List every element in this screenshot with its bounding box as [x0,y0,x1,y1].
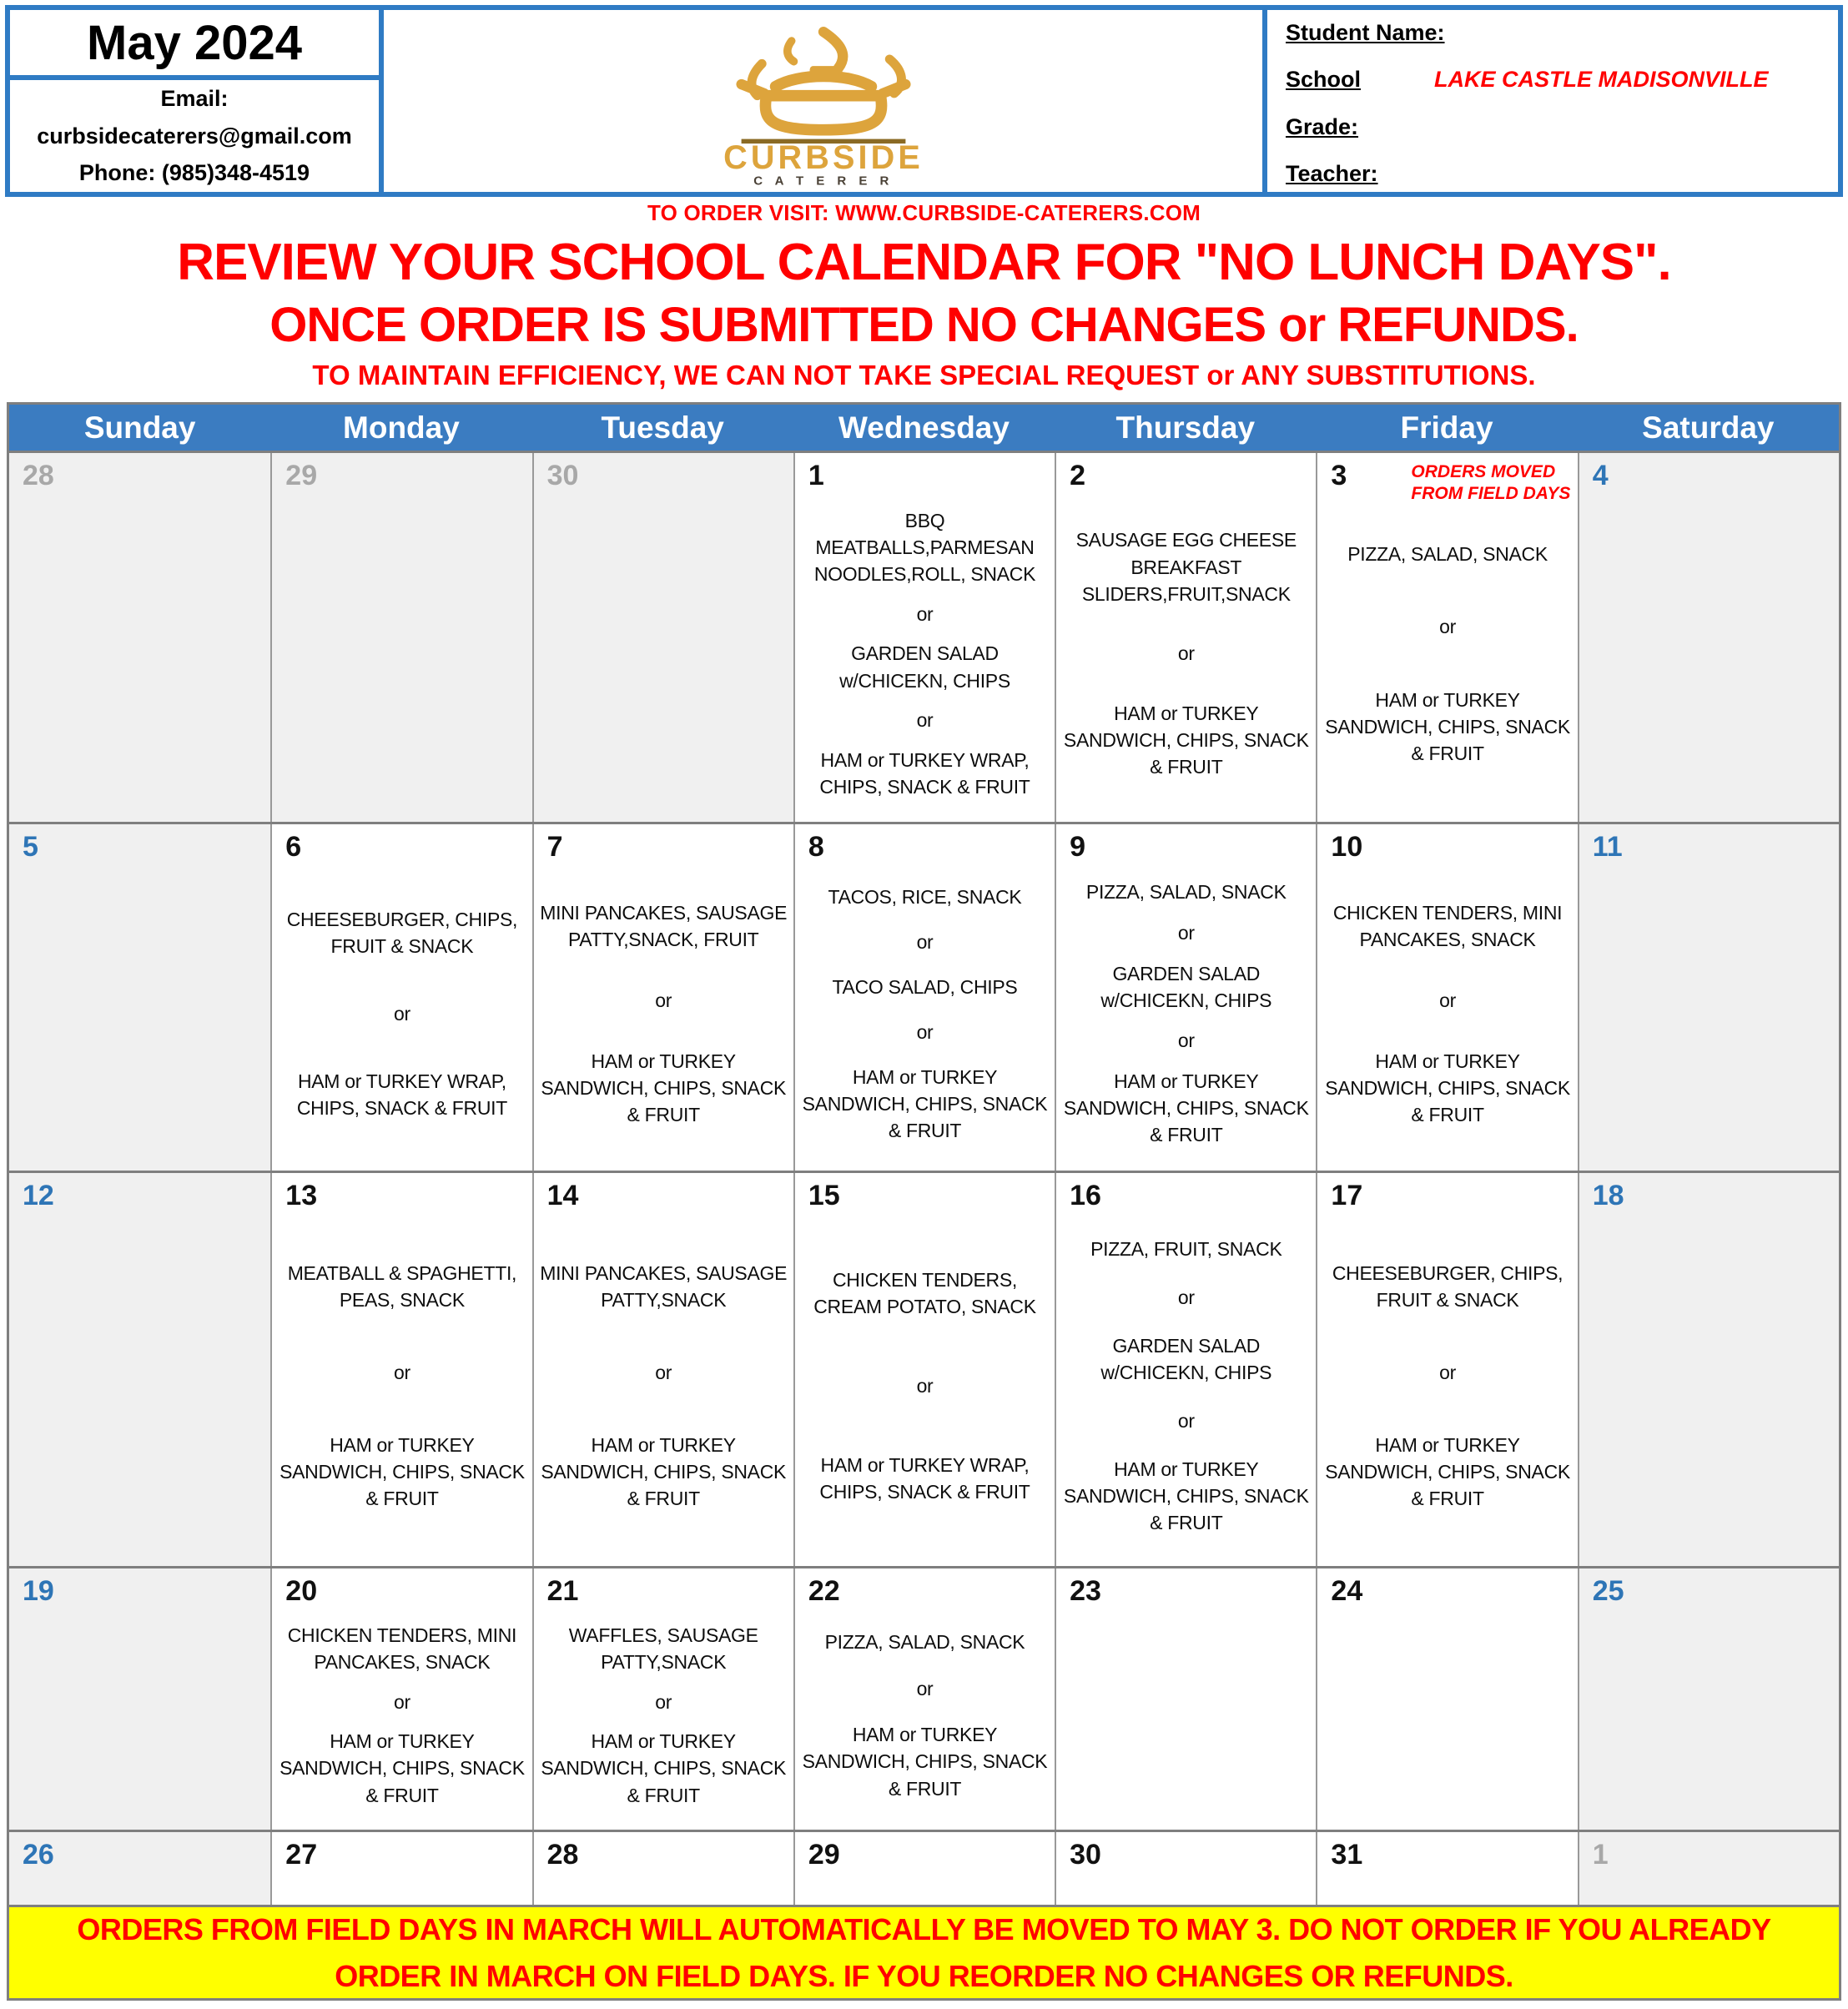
day-cell-18 [1578,1173,1839,1566]
menu-item: GARDEN SALAD w/CHICEKN, CHIPS [1100,1334,1272,1383]
day-cell-26 [9,1832,270,1905]
day-cell-23 [1055,1568,1316,1830]
day-number: 5 [23,831,38,863]
day-cell-30 [532,453,793,822]
day-number: 14 [546,1180,579,1211]
field-day-note: ORDERS MOVED FROM FIELD DAYS [1411,462,1571,504]
menu-or-separator: or [1177,1030,1195,1052]
day-number: 26 [23,1839,54,1871]
day-number: 30 [1070,1839,1101,1871]
day-cell-5 [9,824,270,1171]
header [5,5,1843,197]
menu-item: HAM or TURKEY SANDWICH, CHIPS, SNACK & FRUIT [1063,1070,1309,1146]
day-cell-4 [1578,453,1839,822]
school-row [1286,67,1820,93]
day-number: 9 [1070,831,1086,863]
menu-item: CHEESEBURGER, CHIPS, FRUIT & SNACK [286,908,518,957]
menu-item: HAM or TURKEY SANDWICH, CHIPS, SNACK & FRUIT [802,1065,1048,1142]
day-cell-10 [1316,824,1577,1171]
menu-item: HAM or TURKEY SANDWICH, CHIPS, SNACK & FRUIT [802,1724,1048,1800]
weekday-wednesday: Wednesday [838,410,1010,445]
contact-info [10,80,379,192]
menu-item: HAM or TURKEY WRAP, CHIPS, SNACK & FRUIT [819,1453,1030,1503]
menu-item: HAM or TURKEY SANDWICH, CHIPS, SNACK & FRUIT [1325,688,1570,765]
menu-item: HAM or TURKEY SANDWICH, CHIPS, SNACK & FRUIT [541,1433,787,1510]
weekday-monday: Monday [343,410,460,445]
day-cell-19 [9,1568,270,1830]
menu-or-separator: or [916,709,934,732]
day-menu [1056,1212,1316,1566]
calendar-week-row [9,1830,1839,1905]
menu-item: HAM or TURKEY SANDWICH, CHIPS, SNACK & FRUIT [541,1730,787,1806]
calendar-grid [7,451,1841,1907]
day-number: 23 [1070,1575,1101,1607]
month-title: May 2024 [10,10,379,80]
order-visit-notice: TO ORDER VISIT: WWW.CURBSIDE-CATERERS.COM [647,200,1201,225]
menu-or-separator: or [655,1690,672,1713]
day-menu [795,1212,1055,1566]
day-number: 7 [546,831,563,863]
day-cell-21 [532,1568,793,1830]
menu-item: CHICKEN TENDERS, MINI PANCAKES, SNACK [287,1624,517,1674]
day-cell-11 [1578,824,1839,1171]
day-number: 16 [1070,1180,1101,1211]
menu-item: PIZZA, SALAD, SNACK [1347,542,1548,565]
day-cell-9 [1055,824,1316,1171]
teacher-row [1286,161,1820,187]
day-number: 2 [1070,460,1086,491]
day-number: 28 [23,460,54,491]
menu-or-separator: or [393,1002,410,1025]
menu-or-separator: or [1439,616,1456,638]
day-cell-29 [270,453,531,822]
menu-item: HAM or TURKEY SANDWICH, CHIPS, SNACK & FRUIT [1063,1458,1309,1534]
menu-or-separator: or [916,1020,934,1043]
menu-item: CHICKEN TENDERS, MINI PANCAKES, SNACK [1332,901,1563,950]
no-substitutions-notice: TO MAINTAIN EFFICIENCY, WE CAN NOT TAKE SPECIAL REQUEST or ANY SUBSTITUTIONS. [312,360,1536,390]
day-menu [534,1608,793,1830]
day-number: 13 [285,1180,318,1211]
day-number: 1 [1592,1839,1609,1871]
menu-item: HAM or TURKEY SANDWICH, CHIPS, SNACK & FRUIT [279,1433,525,1510]
menu-item: SAUSAGE EGG CHEESE BREAKFAST SLIDERS,FRUIT,SNACK [1075,529,1297,605]
day-cell-25 [1578,1568,1839,1830]
day-number: 12 [23,1180,54,1211]
no-refunds-notice: ONCE ORDER IS SUBMITTED NO CHANGES or REFUNDS. [269,298,1579,352]
day-cell-16 [1055,1173,1316,1566]
menu-item: HAM or TURKEY SANDWICH, CHIPS, SNACK & FRUIT [279,1730,525,1806]
menu-or-separator: or [1439,989,1456,1011]
menu-or-separator: or [1177,1409,1195,1432]
day-cell-12 [9,1173,270,1566]
contact-email: Email: curbsidecaterers@gmail.com [37,86,352,149]
day-number: 10 [1331,831,1363,863]
day-cell-24 [1316,1568,1577,1830]
day-cell-28 [532,1832,793,1905]
day-number: 6 [285,831,302,863]
menu-item: TACO SALAD, CHIPS [832,975,1018,998]
menu-item: PIZZA, SALAD, SNACK [1085,881,1287,904]
day-cell-15 [793,1173,1055,1566]
menu-item: HAM or TURKEY SANDWICH, CHIPS, SNACK & FRUIT [1325,1050,1570,1126]
student-name-row [1286,20,1820,46]
day-cell-28 [9,453,270,822]
menu-item: GARDEN SALAD w/CHICEKN, CHIPS [1100,962,1272,1011]
field-days-banner [7,1907,1841,2001]
menu-or-separator: or [655,1361,672,1383]
menu-item: GARDEN SALAD w/CHICEKN, CHIPS [839,642,1010,692]
day-cell-14 [532,1173,793,1566]
day-menu [1317,1212,1577,1566]
menu-or-separator: or [1177,642,1195,665]
weekday-header-bar [7,402,1841,451]
curbside-caterer-logo [623,16,1024,187]
day-number: 25 [1592,1575,1624,1607]
day-number: 29 [808,1839,840,1871]
menu-or-separator: or [655,989,672,1011]
day-number: 1 [808,460,824,491]
day-number: 27 [285,1839,318,1871]
day-number: 18 [1592,1180,1624,1211]
menu-item: HAM or TURKEY SANDWICH, CHIPS, SNACK & FRUIT [541,1050,787,1126]
day-menu [534,864,793,1171]
menu-or-separator: or [393,1690,410,1713]
day-menu [795,1608,1055,1830]
menu-or-separator: or [393,1361,410,1383]
day-cell-30 [1055,1832,1316,1905]
day-number: 8 [808,831,824,863]
day-number: 28 [546,1839,579,1871]
day-menu [1056,864,1316,1171]
day-cell-2 [1055,453,1316,822]
day-menu [272,1608,531,1830]
menu-item: MEATBALL & SPAGHETTI, PEAS, SNACK [287,1261,517,1311]
menu-or-separator: or [1177,922,1195,944]
school-label: School [1286,67,1362,93]
logo-sub-text: C A T E R E R [753,173,894,187]
menu-item: MINI PANCAKES, SAUSAGE PATTY,SNACK, FRUIT [540,901,788,950]
weekday-saturday: Saturday [1642,410,1775,445]
weekday-friday: Friday [1400,410,1493,445]
day-cell-3 [1316,453,1577,822]
menu-or-separator: or [916,1374,934,1397]
field-days-banner-line1: ORDERS FROM FIELD DAYS IN MARCH WILL AUTOMATICALLY BE MOVED TO MAY 3. DO NOT ORDER IF YOU ALREADY [77,1911,1771,1946]
day-cell-1 [1578,1832,1839,1905]
lunch-menu-calendar-page [0,5,1848,2009]
day-number: 29 [285,460,318,491]
school-value: LAKE CASTLE MADISONVILLE [1434,67,1769,93]
day-menu [272,1212,531,1566]
grade-row [1286,114,1820,140]
menu-or-separator: or [916,602,934,625]
day-cell-27 [270,1832,531,1905]
day-number: 15 [808,1180,840,1211]
student-name-label: Student Name: [1286,20,1445,45]
day-cell-6 [270,824,531,1171]
day-menu [795,492,1055,822]
calendar-week-row [9,453,1839,822]
field-days-banner-line2: ORDER IN MARCH ON FIELD DAYS. IF YOU REORDER NO CHANGES OR REFUNDS. [335,1958,1513,1993]
day-menu [1317,864,1577,1171]
logo-brand-text: CURBSIDE [723,138,924,176]
day-number: 30 [546,460,579,491]
menu-or-separator: or [916,930,934,953]
menu-item: BBQ MEATBALLS,PARMESAN NOODLES,ROLL, SNACK [813,509,1036,585]
calendar-week-row [9,1171,1839,1566]
day-cell-22 [793,1568,1055,1830]
day-menu [795,864,1055,1171]
teacher-label: Teacher: [1286,160,1378,186]
day-menu [1317,492,1577,822]
day-cell-31 [1316,1832,1577,1905]
day-number: 17 [1331,1180,1363,1211]
student-info-panel [1262,10,1838,192]
day-number: 4 [1592,460,1609,491]
menu-item: WAFFLES, SAUSAGE PATTY,SNACK [568,1624,758,1674]
day-number: 3 [1331,460,1347,491]
day-menu [1056,492,1316,822]
contact-phone: Phone: (985)348-4519 [78,160,310,186]
menu-or-separator: or [1177,1286,1195,1308]
day-number: 22 [808,1575,840,1607]
day-cell-17 [1316,1173,1577,1566]
day-number: 21 [546,1575,579,1607]
day-number: 24 [1331,1575,1363,1607]
pot-icon [741,66,905,130]
header-left-panel [10,10,384,192]
menu-item: MINI PANCAKES, SAUSAGE PATTY,SNACK [540,1261,788,1311]
logo-panel [384,10,1262,192]
weekday-thursday: Thursday [1115,410,1256,445]
calendar-week-row [9,1566,1839,1830]
menu-item: HAM or TURKEY SANDWICH, CHIPS, SNACK & FRUIT [1063,702,1309,778]
day-cell-20 [270,1568,531,1830]
day-number: 20 [285,1575,318,1607]
day-number: 19 [23,1575,54,1607]
menu-item: TACOS, RICE, SNACK [828,885,1022,908]
notice-block [0,197,1848,402]
menu-or-separator: or [1439,1361,1456,1383]
calendar-week-row [9,822,1839,1171]
day-cell-29 [793,1832,1055,1905]
day-cell-7 [532,824,793,1171]
grade-label: Grade: [1286,113,1359,139]
weekday-tuesday: Tuesday [601,410,724,445]
day-cell-13 [270,1173,531,1566]
menu-or-separator: or [916,1677,934,1699]
menu-item: HAM or TURKEY SANDWICH, CHIPS, SNACK & FRUIT [1325,1433,1570,1510]
day-number: 31 [1331,1839,1363,1871]
day-cell-8 [793,824,1055,1171]
menu-item: PIZZA, SALAD, SNACK [824,1631,1025,1654]
day-menu [534,1212,793,1566]
menu-item: PIZZA, FRUIT, SNACK [1090,1237,1282,1260]
menu-item: HAM or TURKEY WRAP, CHIPS, SNACK & FRUIT [296,1070,507,1120]
day-cell-1 [793,453,1055,822]
day-menu [272,864,531,1171]
menu-item: HAM or TURKEY WRAP, CHIPS, SNACK & FRUIT [819,749,1030,798]
day-number: 11 [1592,831,1623,863]
menu-item: CHICKEN TENDERS, CREAM POTATO, SNACK [813,1268,1036,1317]
no-lunch-days-notice: REVIEW YOUR SCHOOL CALENDAR FOR "NO LUNCH DAYS". [177,234,1671,291]
weekday-sunday: Sunday [83,410,196,445]
menu-item: CHEESEBURGER, CHIPS, FRUIT & SNACK [1332,1261,1563,1311]
